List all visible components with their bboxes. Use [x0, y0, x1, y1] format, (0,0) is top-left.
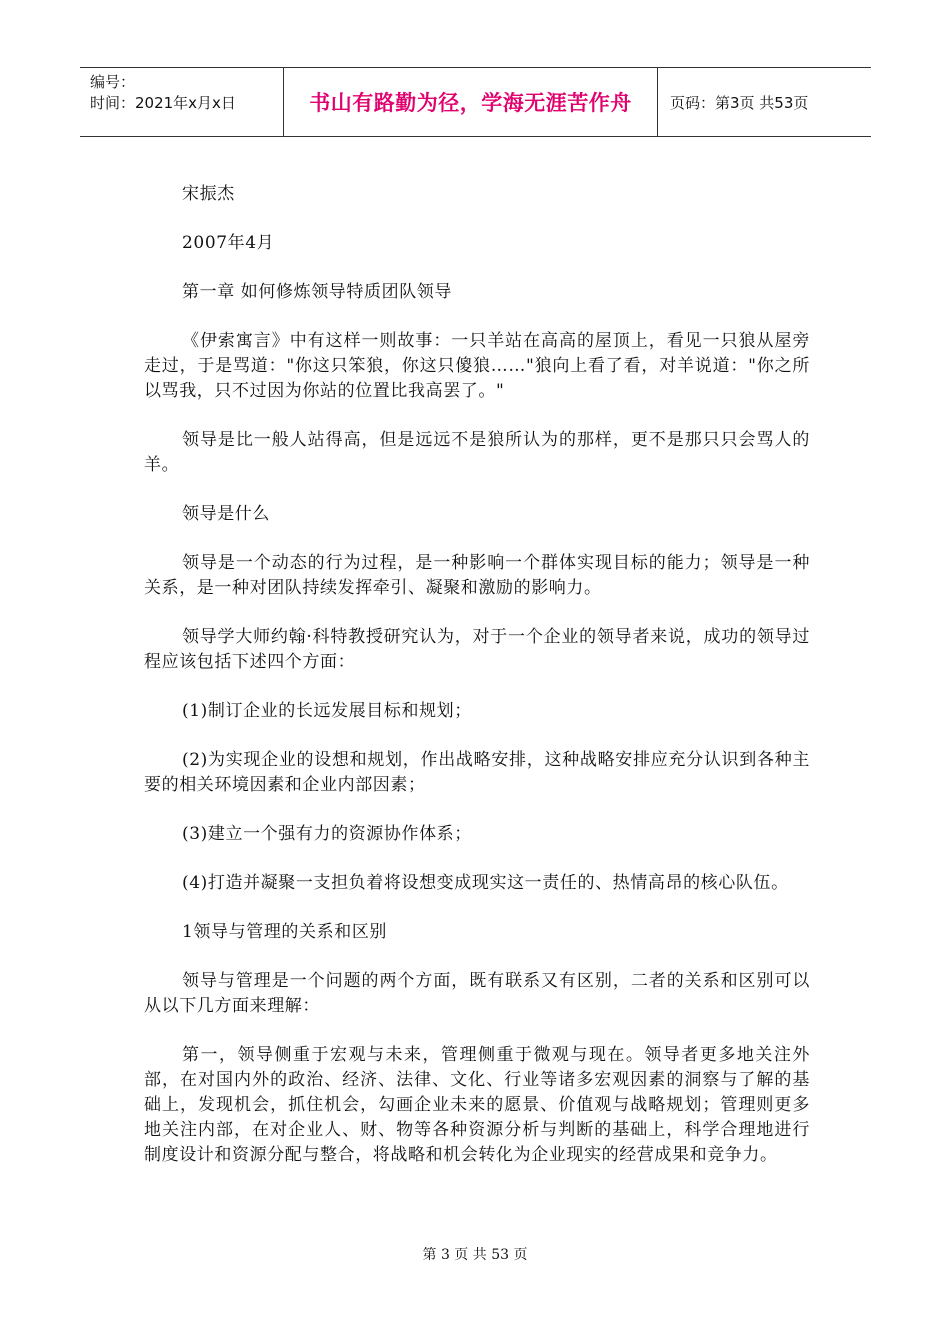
chapter-title: 第一章 如何修炼领导特质团队领导: [182, 282, 453, 302]
list-item: (4)打造并凝聚一支担负着将设想变成现实这一责任的、热情高昂的核心队伍。: [182, 873, 789, 893]
list-item: (3)建立一个强有力的资源协作体系；: [182, 824, 472, 844]
section-heading: 领导是什么: [182, 504, 270, 524]
document-body: [144, 182, 810, 1192]
date-line: 2007年4月: [182, 233, 275, 253]
page-footer: 第 3 页 共 53 页: [422, 1247, 528, 1263]
paragraph: 领导学大师约翰·科特教授研究认为，对于一个企业的领导者来说，成功的领导过程应该包括下述四个方面：: [144, 627, 810, 672]
paragraph: 《伊索寓言》中有这样一则故事：一只羊站在高高的屋顶上，看见一只狼从屋旁走过，于是骂道："你这只笨狼，你这只傻狼……"狼向上看了看，对羊说道："你之所以骂我，只不过因为你站的位置比我高罢了。": [144, 331, 810, 401]
paragraph: 领导是比一般人站得高，但是远远不是狼所认为的那样，更不是那只只会骂人的羊。: [144, 430, 810, 475]
page-header: [80, 67, 871, 137]
header-motto: 书山有路勤为径，学海无涯苦作舟: [284, 68, 658, 136]
list-item: (2)为实现企业的设想和规划，作出战略安排，这种战略安排应充分认识到各种主要的相关环境因素和企业内部因素；: [144, 750, 810, 795]
paragraph: 领导是一个动态的行为过程，是一种影响一个群体实现目标的能力；领导是一种关系，是一种对团队持续发挥牵引、凝聚和激励的影响力。: [144, 553, 810, 598]
section-heading: 1领导与管理的关系和区别: [182, 922, 388, 942]
list-item: (1)制订企业的长远发展目标和规划；: [182, 701, 472, 721]
doc-time-label: 时间：2021年x月x日: [90, 94, 236, 112]
header-meta: [80, 68, 284, 136]
paragraph: 领导与管理是一个问题的两个方面，既有联系又有区别，二者的关系和区别可以从以下几方面来理解：: [144, 971, 810, 1016]
author-line: 宋振杰: [182, 184, 235, 204]
paragraph: 第一，领导侧重于宏观与未来，管理侧重于微观与现在。领导者更多地关注外部，在对国内外的政治、经济、法律、文化、行业等诸多宏观因素的洞察与了解的基础上，发现机会，抓住机会，勾画企业未来的愿景、价值观与战略规划；管理则更多地关注内部，在对企业人、财、物等各种资源分析与判断的基础上，科学合理地进行制度设计和资源分配与整合，将战略和机会转化为企业现实的经营成果和竞争力。: [144, 1045, 810, 1165]
header-page-info: 页码：第3页 共53页: [670, 93, 809, 112]
doc-number-label: 编号：: [90, 73, 136, 91]
